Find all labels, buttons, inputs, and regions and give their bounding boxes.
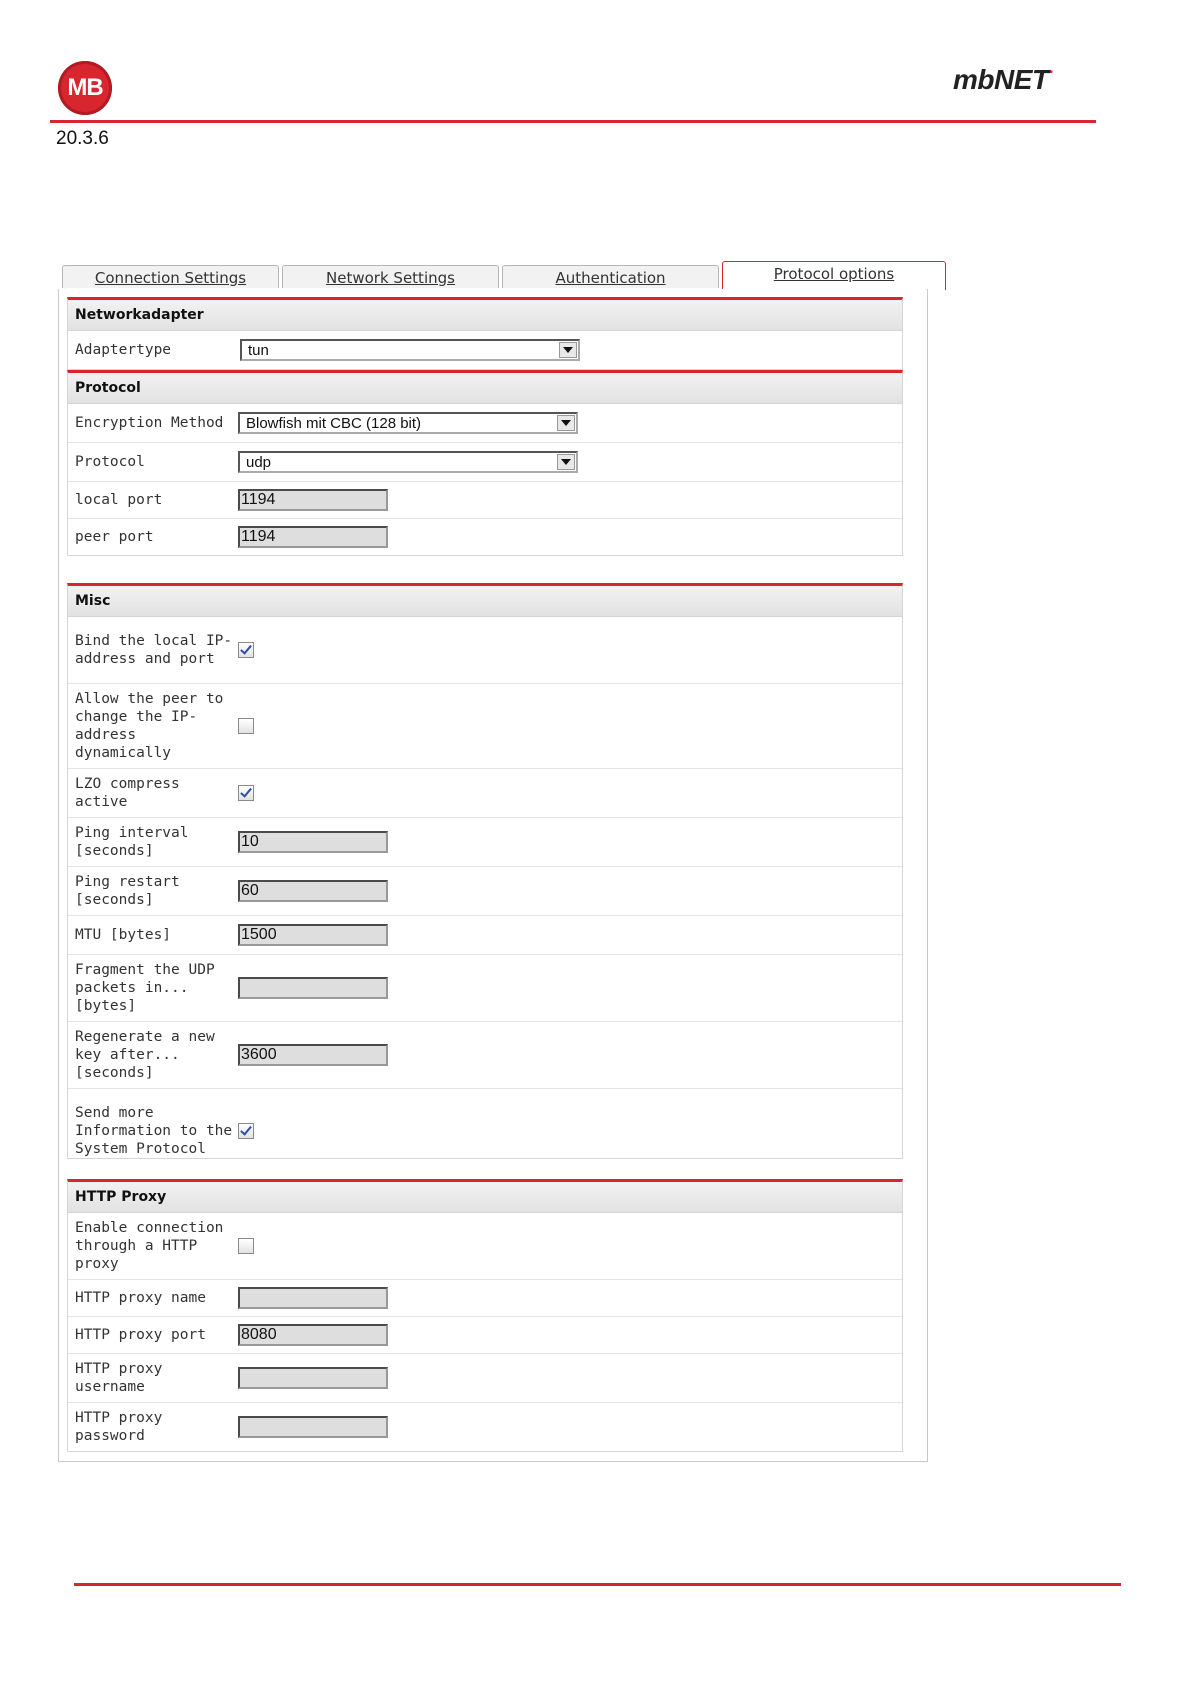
- proxy-password-input[interactable]: [238, 1416, 388, 1438]
- encryption-value: Blowfish mit CBC (128 bit): [246, 415, 422, 432]
- header-rule: [50, 120, 1096, 123]
- proxy-name-label: HTTP proxy name: [75, 1290, 206, 1306]
- allow-peer-checkbox[interactable]: [238, 718, 254, 734]
- chevron-down-icon: [559, 342, 577, 358]
- adaptertype-label: Adaptertype: [75, 342, 172, 358]
- mtu-row: [68, 916, 902, 955]
- tab-connection-settings[interactable]: Connection Settings: [62, 265, 279, 288]
- chevron-down-icon: [557, 454, 575, 470]
- ping-interval-input[interactable]: 10: [238, 831, 388, 853]
- ping-restart-label: Ping restart [seconds]: [75, 874, 180, 908]
- tab-bar: [62, 263, 940, 289]
- proxy-enable-row: [68, 1213, 902, 1280]
- http-proxy-heading: HTTP Proxy: [68, 1182, 902, 1213]
- proxy-name-row: [68, 1280, 902, 1317]
- brand-text: mbNET: [953, 64, 1049, 95]
- regenerate-input[interactable]: 3600: [238, 1044, 388, 1066]
- networkadapter-panel: [67, 297, 903, 370]
- ping-restart-row: [68, 867, 902, 916]
- send-more-checkbox[interactable]: [238, 1123, 254, 1139]
- fragment-label: Fragment the UDP packets in... [bytes]: [75, 962, 215, 1014]
- lzo-checkbox[interactable]: [238, 785, 254, 801]
- proxy-enable-label: Enable connection through a HTTP proxy: [75, 1220, 224, 1272]
- mbnet-brand-logo: [953, 64, 1053, 96]
- peer-port-row: [68, 519, 902, 555]
- proxy-password-row: [68, 1403, 902, 1451]
- protocol-heading: Protocol: [68, 373, 902, 404]
- peer-port-input[interactable]: 1194: [238, 526, 388, 548]
- lzo-row: [68, 769, 902, 818]
- chevron-down-icon: [557, 415, 575, 431]
- tab-authentication[interactable]: Authentication: [502, 265, 719, 288]
- proxy-port-input[interactable]: 8080: [238, 1324, 388, 1346]
- mb-logo: [58, 61, 112, 115]
- proxy-port-row: [68, 1317, 902, 1354]
- bind-local-checkbox[interactable]: [238, 642, 254, 658]
- mtu-label: MTU [bytes]: [75, 927, 172, 943]
- protocol-options-dialog: [58, 289, 928, 1462]
- encryption-select[interactable]: [238, 412, 578, 434]
- ping-restart-input[interactable]: 60: [238, 880, 388, 902]
- proxy-username-row: [68, 1354, 902, 1403]
- bind-local-row: [68, 617, 902, 684]
- http-proxy-panel: [67, 1179, 903, 1452]
- proxy-username-label: HTTP proxy username: [75, 1361, 163, 1395]
- proxy-password-label: HTTP proxy password: [75, 1410, 163, 1444]
- bind-local-label: Bind the local IP-address and port: [75, 633, 233, 667]
- send-more-label: Send more Information to the System Protocol: [75, 1105, 233, 1157]
- peer-port-label: peer port: [75, 529, 154, 545]
- protocol-label: Protocol: [75, 454, 145, 470]
- adaptertype-row: [68, 331, 902, 369]
- encryption-label: Encryption Method: [75, 415, 224, 431]
- local-port-row: [68, 482, 902, 519]
- fragment-row: [68, 955, 902, 1022]
- section-number: 20.3.6: [56, 128, 109, 149]
- encryption-row: [68, 404, 902, 443]
- allow-peer-row: [68, 684, 902, 769]
- networkadapter-heading: Networkadapter: [68, 300, 902, 331]
- local-port-input[interactable]: 1194: [238, 489, 388, 511]
- proxy-username-input[interactable]: [238, 1367, 388, 1389]
- lzo-label: LZO compress active: [75, 776, 180, 810]
- tab-protocol-options[interactable]: Protocol options: [722, 261, 946, 290]
- regenerate-label: Regenerate a new key after... [seconds]: [75, 1029, 215, 1081]
- protocol-panel: [67, 370, 903, 556]
- adaptertype-value: tun: [248, 342, 269, 359]
- regenerate-row: [68, 1022, 902, 1089]
- send-more-row: [68, 1089, 902, 1173]
- protocol-select[interactable]: [238, 451, 578, 473]
- mb-logo-text: MB: [67, 74, 103, 101]
- fragment-input[interactable]: [238, 977, 388, 999]
- brand-mark: ·: [1048, 64, 1054, 81]
- proxy-enable-checkbox[interactable]: [238, 1238, 254, 1254]
- footer-rule: [74, 1583, 1121, 1586]
- misc-heading: Misc: [68, 586, 902, 617]
- tab-network-settings[interactable]: Network Settings: [282, 265, 499, 288]
- proxy-port-label: HTTP proxy port: [75, 1327, 206, 1343]
- proxy-name-input[interactable]: [238, 1287, 388, 1309]
- ping-interval-label: Ping interval [seconds]: [75, 825, 189, 859]
- misc-panel: [67, 583, 903, 1159]
- ping-interval-row: [68, 818, 902, 867]
- adaptertype-select[interactable]: [240, 339, 580, 361]
- mtu-input[interactable]: 1500: [238, 924, 388, 946]
- protocol-row: [68, 443, 902, 482]
- allow-peer-label: Allow the peer to change the IP-address dynamically: [75, 691, 224, 761]
- local-port-label: local port: [75, 492, 163, 508]
- protocol-value: udp: [246, 454, 272, 471]
